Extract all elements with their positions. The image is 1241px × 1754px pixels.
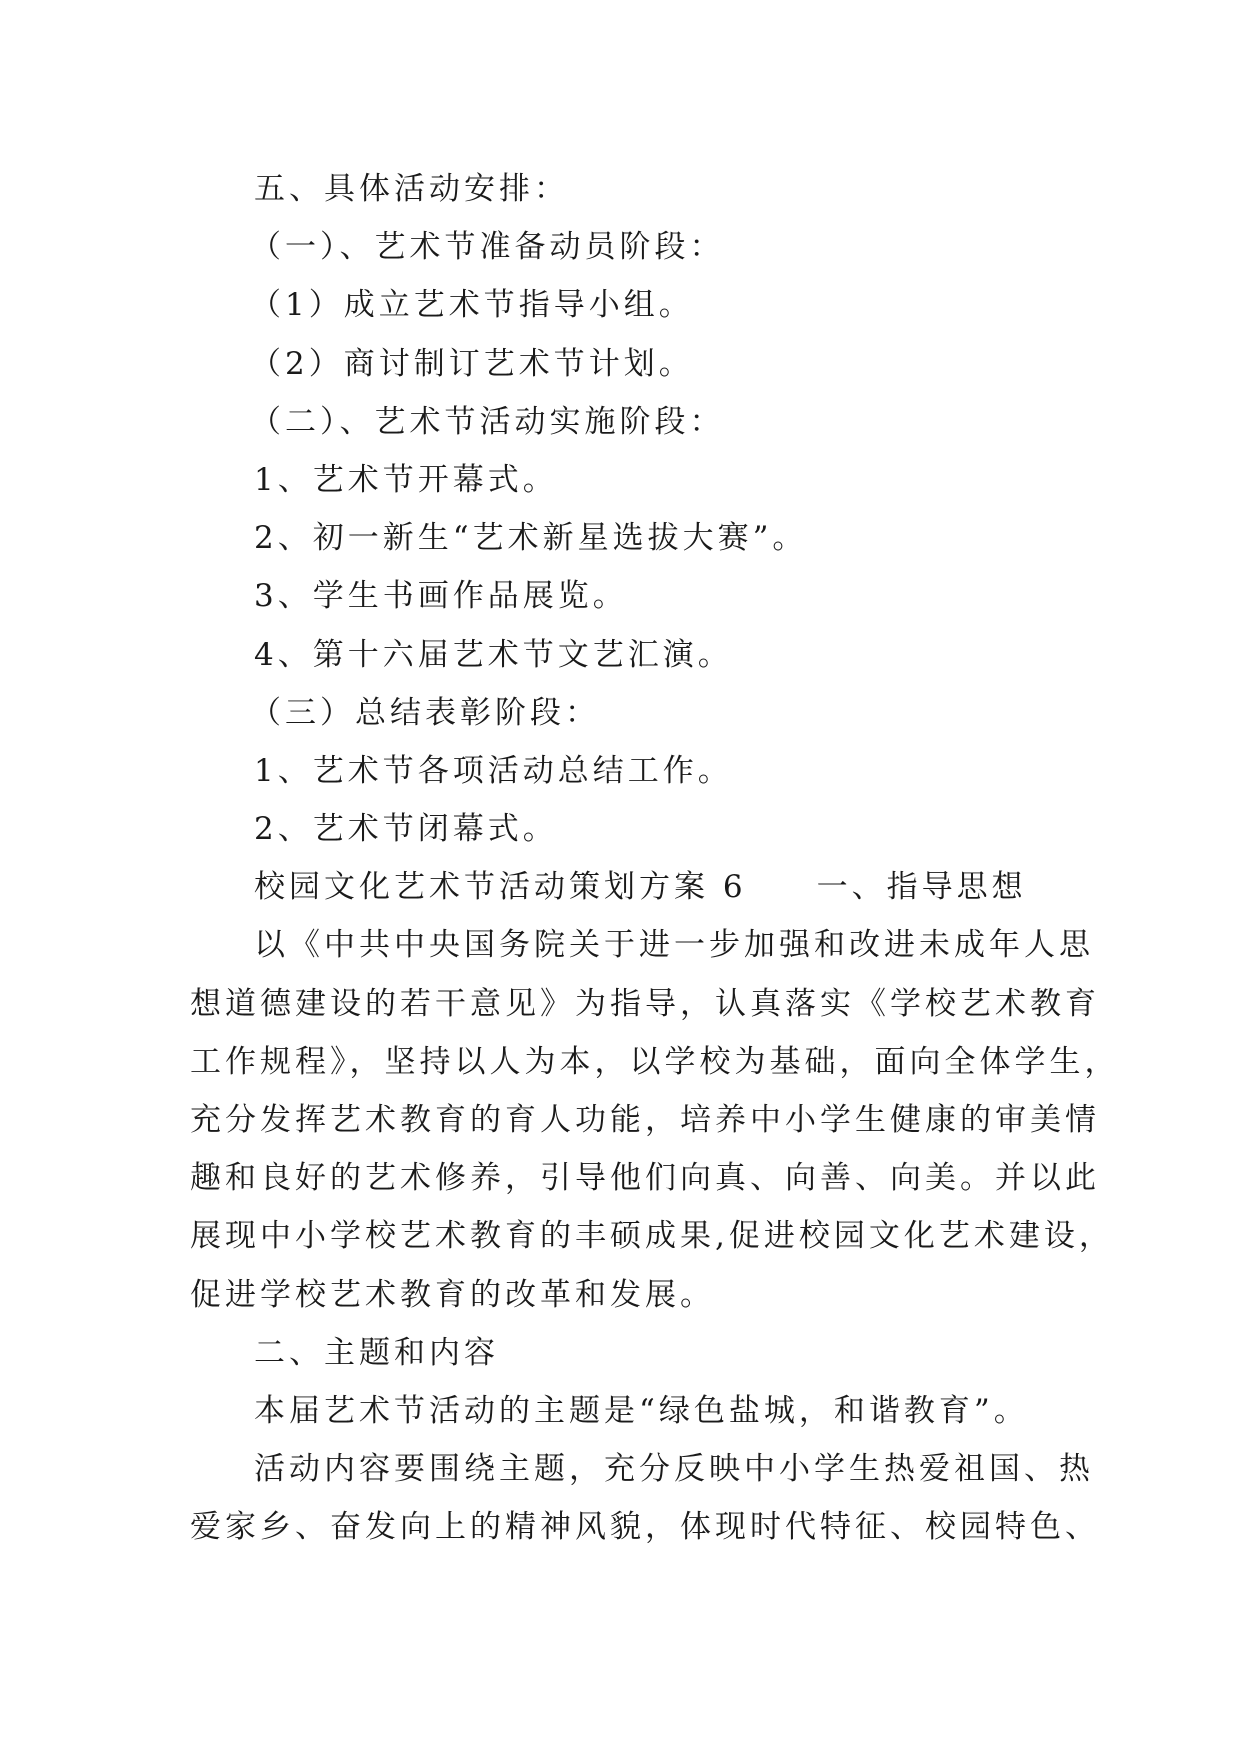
subsection-heading: （三）总结表彰阶段： — [250, 694, 600, 731]
list-item: 2、初一新生“艺术新星选拔大赛”。 — [254, 520, 808, 557]
paragraph-line: 促进学校艺术教育的改革和发展。 — [190, 1276, 715, 1313]
paragraph-line: 爱家乡、奋发向上的精神风貌，体现时代特征、校园特色、 — [190, 1509, 1100, 1546]
paragraph-line: 工作规程》，坚持以人为本，以学校为基础，面向全体学生， — [190, 1043, 1120, 1080]
list-item: 1、艺术节开幕式。 — [254, 461, 558, 498]
paragraph-line: 活动内容要围绕主题，充分反映中小学生热爱祖国、热 — [254, 1451, 1094, 1488]
list-item: 4、第十六届艺术节文艺汇演。 — [254, 636, 733, 673]
document-title-line: 校园文化艺术节活动策划方案 6 一、指导思想 — [254, 869, 1027, 906]
document-body — [190, 160, 1120, 1557]
list-item: 1、艺术节各项活动总结工作。 — [254, 752, 733, 789]
list-item: 2、艺术节闭幕式。 — [254, 811, 558, 848]
paragraph-line: 想道德建设的若干意见》为指导，认真落实《学校艺术教育 — [190, 985, 1100, 1022]
paragraph-line: 以《中共中央国务院关于进一步加强和改进未成年人思 — [254, 927, 1094, 964]
section-heading: 五、具体活动安排： — [254, 171, 569, 207]
paragraph-line: 本届艺术节活动的主题是“绿色盐城，和谐教育”。 — [254, 1392, 1029, 1429]
paragraph-line: 充分发挥艺术教育的育人功能，培养中小学生健康的审美情 — [190, 1102, 1100, 1138]
list-item: 3、学生书画作品展览。 — [254, 578, 628, 615]
paragraph-line: 展现中小学校艺术教育的丰硕成果,促进校园文化艺术建设， — [190, 1218, 1114, 1255]
subsection-heading: （一）、艺术节准备动员阶段： — [250, 229, 725, 266]
subsection-heading: （二）、艺术节活动实施阶段： — [250, 403, 725, 440]
section-heading: 二、主题和内容 — [254, 1334, 499, 1371]
list-item: （1）成立艺术节指导小组。 — [250, 287, 694, 324]
list-item: （2）商讨制订艺术节计划。 — [250, 345, 694, 382]
paragraph-line: 趣和良好的艺术修养，引导他们向真、向善、向美。并以此 — [190, 1160, 1100, 1197]
